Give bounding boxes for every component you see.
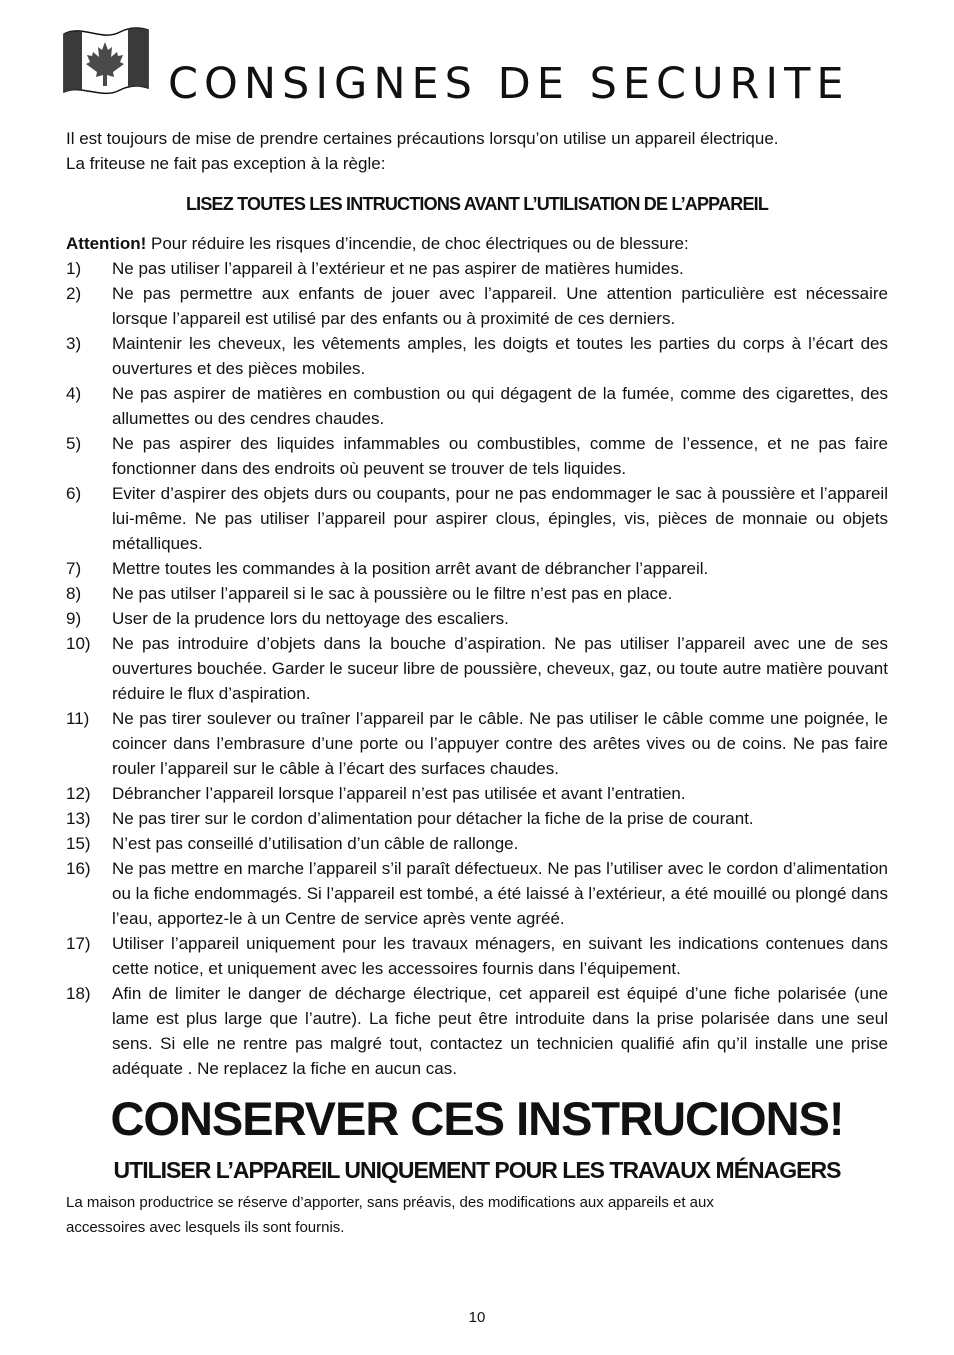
read-instructions-heading: LISEZ TOUTES LES INTRUCTIONS AVANT L’UTILISATION DE L’APPAREIL xyxy=(185,194,769,214)
page-number: 10 xyxy=(468,1309,486,1326)
list-item xyxy=(66,981,888,1081)
rule-number: 8) xyxy=(66,584,82,603)
disclaimer-paragraph xyxy=(66,1190,826,1240)
attention-text: Pour réduire les risques d’incendie, de choc électriques ou de blessure: xyxy=(146,234,689,253)
rule-number: 5) xyxy=(66,434,82,453)
rule-number: 6) xyxy=(66,484,82,503)
rule-text: Ne pas tirer soulever ou traîner l’appareil par le câble. Ne pas utiliser le câble comme une poignée, le coincer dans l’embrasure d’une porte ou l’appuyer contre des arêtes vives ou de coins. Ne pas faire rouler l’appareil sur le câble à l’écart des surfaces chaudes. xyxy=(112,709,888,778)
rule-text: Ne pas utiliser l’appareil à l’extérieur et ne pas aspirer de matières humides. xyxy=(112,259,684,278)
rule-text: N’est pas conseillé d’utilisation d’un câble de rallonge. xyxy=(112,834,519,853)
list-item xyxy=(66,856,888,931)
attention-paragraph xyxy=(66,231,888,256)
list-item xyxy=(66,556,888,581)
safety-rules-list xyxy=(66,256,888,1081)
page-title: CONSIGNES DE SECURITE xyxy=(168,59,850,109)
rule-number: 2) xyxy=(66,284,82,303)
rule-text: Ne pas permettre aux enfants de jouer avec l’appareil. Une attention particulière est nécessaire lorsque l’appareil est utilisé par des enfants ou à proximité de ces derniers. xyxy=(112,284,888,328)
rule-number: 15) xyxy=(66,834,91,853)
rule-number: 10) xyxy=(66,634,91,653)
rule-text: User de la prudence lors du nettoyage des escaliers. xyxy=(112,609,509,628)
list-item xyxy=(66,431,888,481)
rule-number: 16) xyxy=(66,859,91,878)
rule-number: 9) xyxy=(66,609,82,628)
list-item xyxy=(66,706,888,781)
household-use-heading: UTILISER L’APPAREIL UNIQUEMENT POUR LES TRAVAUX MÉNAGERS xyxy=(113,1157,841,1183)
rule-number: 18) xyxy=(66,984,91,1003)
rule-number: 4) xyxy=(66,384,82,403)
list-item xyxy=(66,606,888,631)
keep-instructions-heading: CONSERVER CES INSTRUCIONS! xyxy=(110,1092,844,1145)
rule-text: Ne pas tirer sur le cordon d’alimentation pour détacher la fiche de la prise de courant. xyxy=(112,809,754,828)
rule-number: 11) xyxy=(66,709,90,728)
rule-number: 17) xyxy=(66,934,91,953)
rule-number: 12) xyxy=(66,784,91,803)
list-item xyxy=(66,931,888,981)
rule-text: Utiliser l’appareil uniquement pour les travaux ménagers, en suivant les indications contenues dans cette notice, et uniquement avec les accessoires fournis dans l’équipement. xyxy=(112,934,888,978)
rule-text: Ne pas aspirer des liquides infammables ou combustibles, comme de l’essence, et ne pas faire fonctionner dans des endroits où peuvent se trouver de tels liquides. xyxy=(112,434,888,478)
list-item xyxy=(66,806,888,831)
canada-flag-icon xyxy=(62,26,152,102)
rule-number: 3) xyxy=(66,334,82,353)
intro-paragraph xyxy=(66,126,888,176)
rule-number: 7) xyxy=(66,559,82,578)
rule-text: Ne pas utilser l’appareil si le sac à poussière ou le filtre n’est pas en place. xyxy=(112,584,673,603)
rule-text: Débrancher l’appareil lorsque l’appareil n’est pas utilisée et avant l’entratien. xyxy=(112,784,686,803)
list-item xyxy=(66,781,888,806)
list-item xyxy=(66,331,888,381)
rule-text: Ne pas aspirer de matières en combustion ou qui dégagent de la fumée, comme des cigarettes, des allumettes ou des cendres chaudes. xyxy=(112,384,888,428)
list-item xyxy=(66,631,888,706)
rule-text: Ne pas introduire d’objets dans la bouche d’aspiration. Ne pas utiliser l’appareil avec une de ses ouvertures bouchée. Garder le suceur libre de poussière, cheveux, gaz, ou toute autre matière pouvant réduire le flux d’aspiration. xyxy=(112,634,888,703)
disclaimer-line: La maison productrice se réserve d’apporter, sans préavis, des modifications aux appareils et aux xyxy=(66,1194,714,1211)
list-item xyxy=(66,281,888,331)
rule-text: Afin de limiter le danger de décharge électrique, cet appareil est équipé d’une fiche polarisée (une lame est plus large que l’autre). La fiche peut être introduite dans la prise polarisée dans une seul sens. Si elle ne rentre pas malgré tout, contactez un technicien qualifié afin qu’il installe une prise adéquate . Ne replacez la fiche en aucun cas. xyxy=(112,984,888,1078)
rule-number: 1) xyxy=(66,259,82,278)
attention-label: Attention! xyxy=(66,234,147,253)
rule-number: 13) xyxy=(66,809,91,828)
intro-line: Il est toujours de mise de prendre certaines précautions lorsqu’on utilise un appareil électrique. xyxy=(66,129,779,148)
list-item xyxy=(66,581,888,606)
rule-text: Mettre toutes les commandes à la position arrêt avant de débrancher l’appareil. xyxy=(112,559,709,578)
intro-line: La friteuse ne fait pas exception à la règle: xyxy=(66,154,386,173)
list-item xyxy=(66,481,888,556)
list-item xyxy=(66,256,888,281)
rule-text: Ne pas mettre en marche l’appareil s’il paraît défectueux. Ne pas l’utiliser avec le cordon d’alimentation ou la fiche endommagés. Si l’appareil est tombé, a été laissé à l’extérieur, a été mouillé ou plongé dans l’eau, apportez-le à un Centre de service après vente agréé. xyxy=(112,859,888,928)
list-item xyxy=(66,381,888,431)
disclaimer-line: accessoires avec lesquels ils sont fournis. xyxy=(66,1219,345,1236)
rule-text: Maintenir les cheveux, les vêtements amples, les doigts et toutes les parties du corps à l’écart des ouvertures et des pièces mobiles. xyxy=(112,334,888,378)
rule-text: Eviter d’aspirer des objets durs ou coupants, pour ne pas endommager le sac à poussière et l’appareil lui-même. Ne pas utiliser l’appareil pour aspirer clous, épingles, vis, pièces de monnaie ou objets métalliques. xyxy=(112,484,888,553)
list-item xyxy=(66,831,888,856)
